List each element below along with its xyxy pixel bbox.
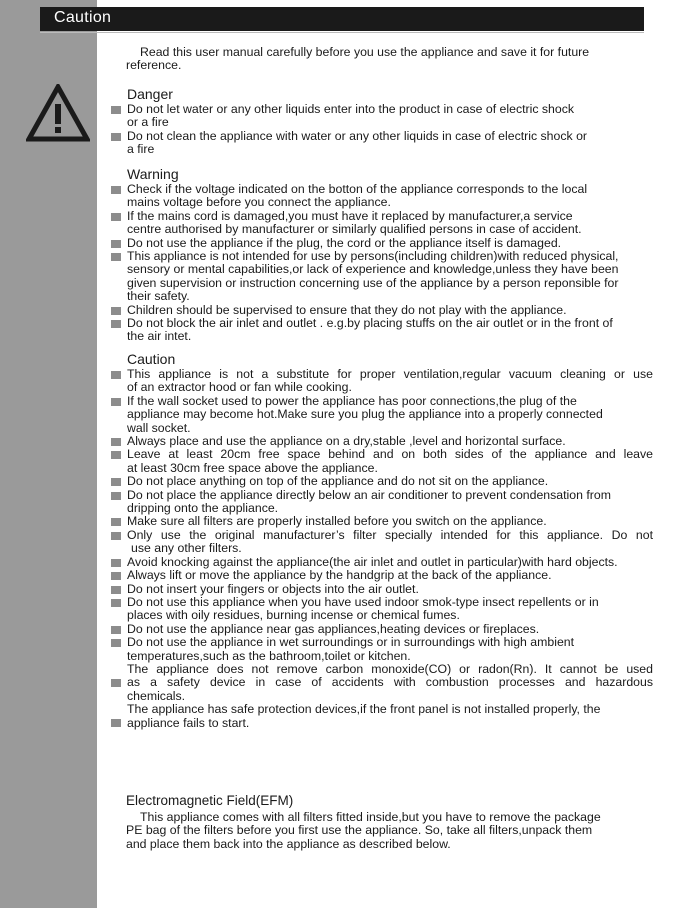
item-line: Do not use the appliance near gas appliances,heating devices or fireplaces. [127, 621, 540, 636]
caution-item [111, 663, 653, 703]
caution-item [111, 489, 653, 516]
item-line: wall socket. [127, 420, 191, 435]
bullet-square-icon [111, 639, 121, 647]
caution-item [111, 435, 653, 448]
item-line: Do not insert your fingers or objects into the air outlet. [127, 581, 419, 596]
warning-item [111, 183, 653, 210]
item-line: a fire [127, 142, 155, 157]
item-line: mains voltage before you connect the appliance. [127, 195, 391, 210]
bullet-square-icon [111, 679, 121, 687]
item-line: temperatures,such as the bathroom,toilet or kitchen. [127, 648, 411, 663]
danger-heading: Danger [127, 86, 173, 102]
warning-triangle-icon [26, 84, 90, 147]
bullet-square-icon [111, 320, 121, 328]
warning-item [111, 237, 653, 250]
item-line: The appliance does not remove carbon monoxide(CO) or radon(Rn). It cannot be used [127, 661, 653, 676]
item-line: If the wall socket used to power the appliance has poor connections,the plug of the [127, 393, 577, 408]
caution-item [111, 583, 653, 596]
warning-item [111, 250, 653, 304]
bullet-square-icon [111, 186, 121, 194]
item-line: Avoid knocking against the appliance(the air inlet and outlet in particular)with hard objects. [127, 554, 618, 569]
caution-item [111, 515, 653, 528]
warning-item [111, 210, 653, 237]
intro-paragraph [126, 46, 646, 73]
caution-item [111, 569, 653, 582]
bullet-square-icon [111, 492, 121, 500]
item-line: Do not place the appliance directly below an air conditioner to prevent condensation from [127, 487, 611, 502]
bullet-square-icon [111, 559, 121, 567]
danger-section [111, 86, 653, 157]
caution-item [111, 475, 653, 488]
caution-item [111, 703, 653, 730]
bullet-square-icon [111, 398, 121, 406]
item-line: use any other filters. [131, 541, 242, 556]
efm-line: and place them back into the appliance as described below. [126, 836, 451, 851]
item-line: Children should be supervised to ensure that they do not play with the appliance. [127, 302, 567, 317]
bullet-square-icon [111, 626, 121, 634]
caution-item [111, 395, 653, 435]
header-divider [40, 32, 644, 33]
item-line: Do not place anything on top of the appliance and do not sit on the appliance. [127, 474, 549, 489]
caution-item [111, 556, 653, 569]
item-line: appliance may become hot.Make sure you plug the appliance into a properly connected [127, 407, 603, 422]
bullet-square-icon [111, 438, 121, 446]
caution-heading: Caution [127, 351, 176, 367]
danger-item [111, 130, 653, 157]
item-line: sensory or mental capabilities,or lack of experience and knowledge,unless they have been [127, 262, 619, 277]
item-line: Do not use the appliance if the plug, the cord or the appliance itself is damaged. [127, 235, 562, 250]
efm-section [126, 793, 626, 851]
bullet-square-icon [111, 478, 121, 486]
item-line: Do not clean the appliance with water or any other liquids in case of electric shock or [127, 128, 588, 143]
item-line: Check if the voltage indicated on the botton of the appliance corresponds to the local [127, 182, 588, 196]
item-line: Always place and use the appliance on a dry,stable ,level and horizontal surface. [127, 434, 566, 449]
bullet-square-icon [111, 307, 121, 315]
bullet-square-icon [111, 451, 121, 459]
item-line: Do not use the appliance in wet surroundings or in surroundings with high ambient [127, 635, 575, 650]
item-line: Do not let water or any other liquids enter into the product in case of electric shock [127, 102, 575, 116]
item-line: given supervision or instruction concerning use of the appliance by a person reponsible for [127, 275, 619, 290]
item-line: or a fire [127, 115, 169, 130]
warning-item [111, 304, 653, 317]
item-line: This appliance is not a substitute for proper ventilation,regular vacuum cleaning or use [127, 367, 653, 381]
item-line: This appliance is not intended for use by persons(including children)with reduced physical, [127, 249, 619, 264]
bullet-square-icon [111, 518, 121, 526]
caution-item [111, 636, 653, 663]
item-line: If the mains cord is damaged,you must have it replaced by manufacturer,a service [127, 208, 573, 223]
caution-item [111, 368, 653, 395]
item-line: The appliance has safe protection devices,if the front panel is not installed properly, the [127, 702, 601, 717]
caution-item [111, 596, 653, 623]
bullet-square-icon [111, 371, 121, 379]
item-line: Do not block the air inlet and outlet . e.g.by placing stuffs on the air outlet or in the front of [127, 316, 613, 331]
caution-item [111, 448, 653, 475]
warning-heading: Warning [127, 166, 179, 182]
item-line: their safety. [127, 289, 190, 304]
warning-section [111, 166, 653, 344]
page-title: Caution [54, 9, 112, 26]
bullet-square-icon [111, 240, 121, 248]
item-line: as a safety device in case of accidents with combustion processes and hazardous [127, 675, 653, 690]
header-bar [40, 7, 644, 31]
bullet-square-icon [111, 133, 121, 141]
bullet-square-icon [111, 253, 121, 261]
efm-line: This appliance comes with all filters fitted inside,but you have to remove the package [140, 810, 601, 824]
item-line: centre authorised by manufacturer or similarly qualified persons in case of accident. [127, 222, 582, 237]
caution-item [111, 529, 653, 556]
bullet-square-icon [111, 572, 121, 580]
warning-item [111, 317, 653, 344]
item-line: chemicals. [127, 688, 186, 703]
item-line: Do not use this appliance when you have used indoor smok-type insect repellents or in [127, 594, 599, 609]
intro-line: Read this user manual carefully before you use the appliance and save it for future [140, 45, 590, 59]
item-line: places with oily residues, burning incense or chemical fumes. [127, 608, 460, 623]
bullet-square-icon [111, 586, 121, 594]
item-line: the air intet. [127, 329, 192, 344]
danger-item [111, 103, 653, 130]
efm-heading: Electromagnetic Field(EFM) [126, 793, 294, 808]
efm-line: PE bag of the filters before you first use the appliance. So, take all filters,unpack them [126, 823, 593, 838]
item-line: appliance fails to start. [127, 715, 250, 730]
bullet-square-icon [111, 599, 121, 607]
caution-section [111, 351, 653, 730]
item-line: at least 30cm free space above the appliance. [127, 460, 378, 475]
item-line: of an extractor hood or fan while cooking. [127, 380, 352, 395]
item-line: Always lift or move the appliance by the handgrip at the back of the appliance. [127, 568, 552, 583]
bullet-square-icon [111, 106, 121, 114]
item-line: Only use the original manufacturer’s filter specially intended for this appliance. Do not [127, 527, 653, 542]
bullet-square-icon [111, 719, 121, 727]
caution-item [111, 623, 653, 636]
intro-line: reference. [126, 58, 182, 73]
item-line: Leave at least 20cm free space behind and on both sides of the appliance and leave [127, 447, 653, 462]
item-line: dripping onto the appliance. [127, 501, 279, 516]
bullet-square-icon [111, 532, 121, 540]
bullet-square-icon [111, 213, 121, 221]
item-line: Make sure all filters are properly installed before you switch on the appliance. [127, 514, 547, 529]
